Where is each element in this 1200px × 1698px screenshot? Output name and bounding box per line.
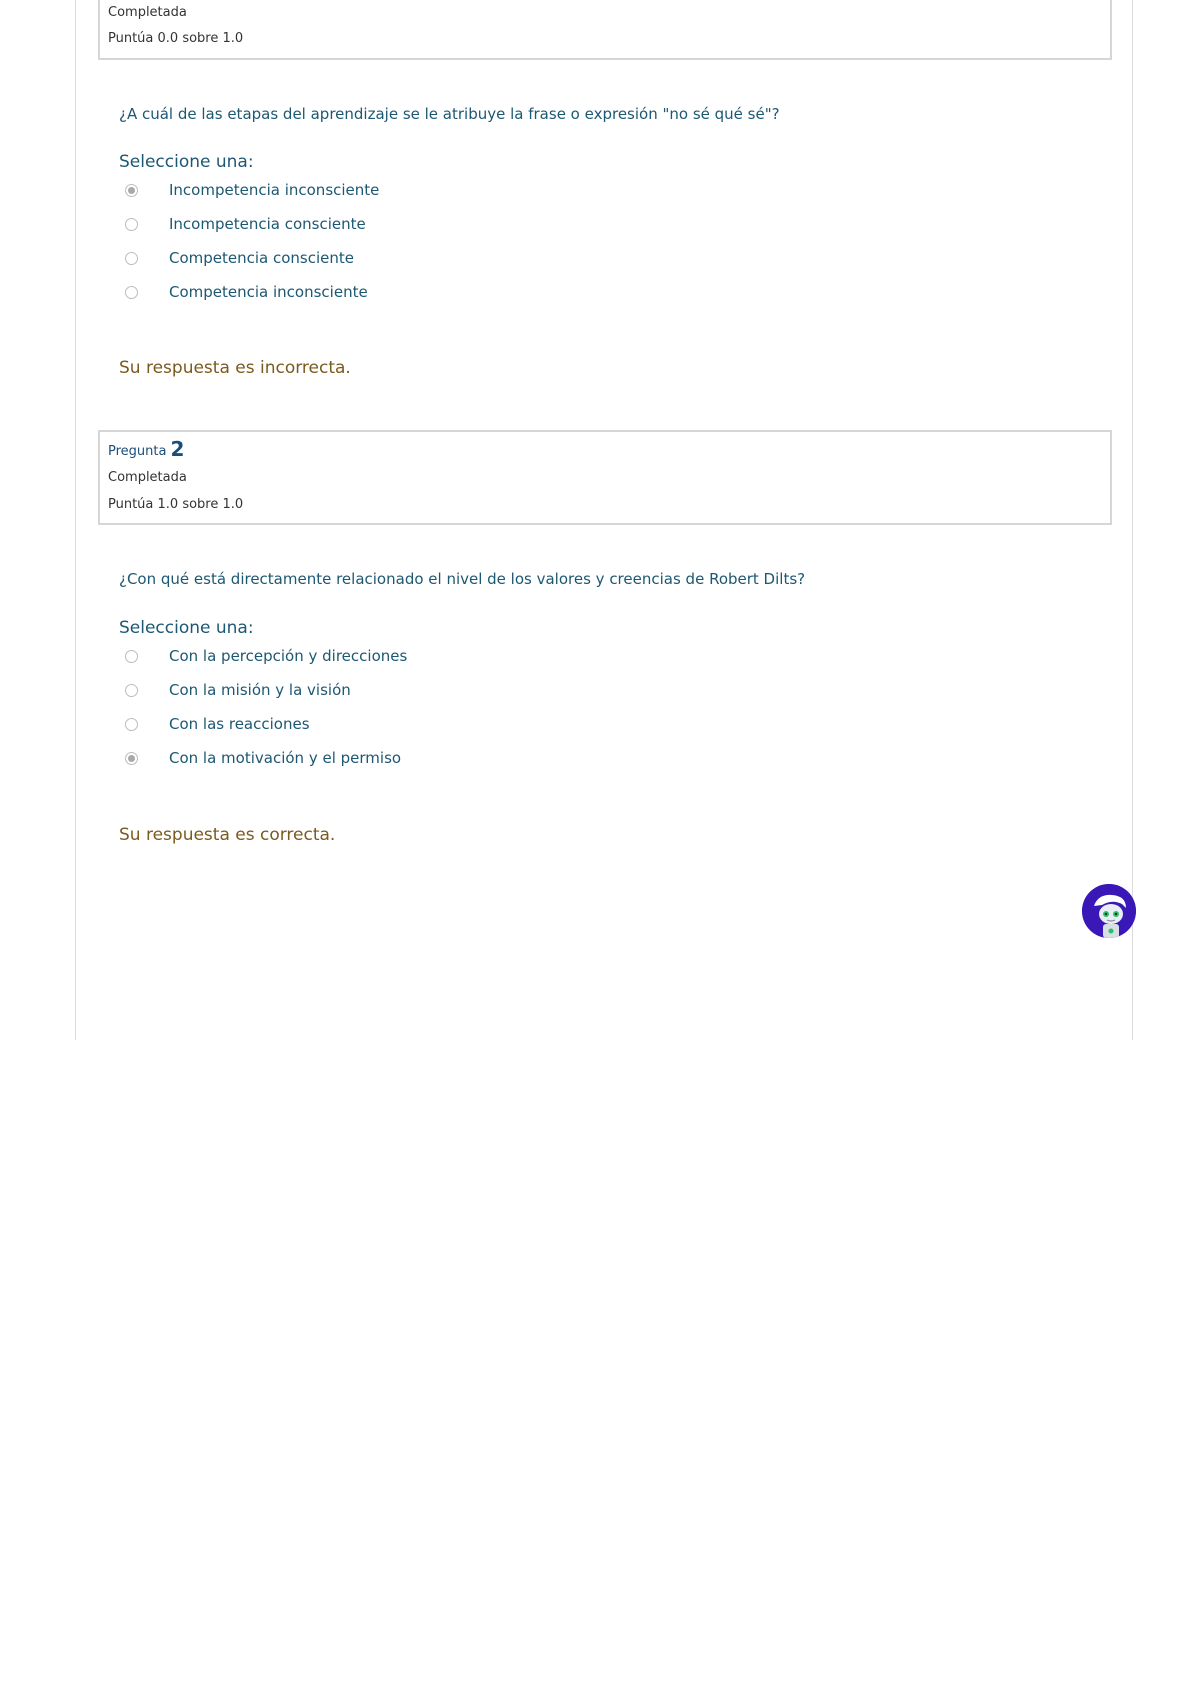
question-1-option-1[interactable]: [125, 179, 379, 201]
option-label: Incompetencia inconsciente: [169, 181, 380, 199]
question-2-info-box: [98, 430, 1112, 525]
question-1-state: Completada: [108, 5, 187, 20]
question-number: 2: [170, 437, 185, 461]
question-2-option-2[interactable]: [125, 679, 351, 701]
question-1-text: ¿A cuál de las etapas del aprendizaje se le atribuye la frase o expresión "no sé qué sé"?: [119, 105, 780, 123]
question-2-option-3[interactable]: [125, 713, 310, 735]
question-1-option-3[interactable]: [125, 247, 354, 269]
question-1-option-4[interactable]: [125, 281, 368, 303]
chatbot-assistant-icon: [1082, 884, 1136, 938]
question-2-feedback: Su respuesta es correcta.: [119, 825, 336, 845]
question-1-score: Puntúa 0.0 sobre 1.0: [108, 31, 244, 46]
option-label: Competencia inconsciente: [169, 283, 368, 301]
option-label: Con la motivación y el permiso: [169, 749, 402, 767]
question-label: Pregunta: [108, 444, 167, 459]
option-label: Incompetencia consciente: [169, 215, 366, 233]
question-2-score: Puntúa 1.0 sobre 1.0: [108, 497, 244, 512]
question-1-option-2[interactable]: [125, 213, 366, 235]
radio-button[interactable]: [125, 650, 138, 663]
radio-button[interactable]: [125, 252, 138, 265]
option-label: Competencia consciente: [169, 249, 355, 267]
option-label: Con las reacciones: [169, 715, 310, 733]
question-2-heading: [108, 437, 1102, 464]
radio-button[interactable]: [125, 684, 138, 697]
question-2-state: Completada: [108, 470, 187, 485]
radio-button[interactable]: [125, 286, 138, 299]
question-2-option-1[interactable]: [125, 645, 407, 667]
question-2-option-4[interactable]: [125, 747, 401, 769]
option-label: Con la percepción y direcciones: [169, 647, 408, 665]
question-2-select-label: Seleccione una:: [119, 618, 254, 638]
option-label: Con la misión y la visión: [169, 681, 351, 699]
radio-button-selected[interactable]: [125, 184, 138, 197]
question-1-feedback: Su respuesta es incorrecta.: [119, 358, 351, 378]
question-1-select-label: Seleccione una:: [119, 152, 254, 172]
radio-button[interactable]: [125, 218, 138, 231]
radio-button-selected[interactable]: [125, 752, 138, 765]
question-1-info-box: [98, 0, 1112, 60]
question-2-text: ¿Con qué está directamente relacionado el nivel de los valores y creencias de Robert Dilts?: [119, 570, 806, 588]
chatbot-assistant-button[interactable]: [1082, 884, 1136, 938]
radio-button[interactable]: [125, 718, 138, 731]
